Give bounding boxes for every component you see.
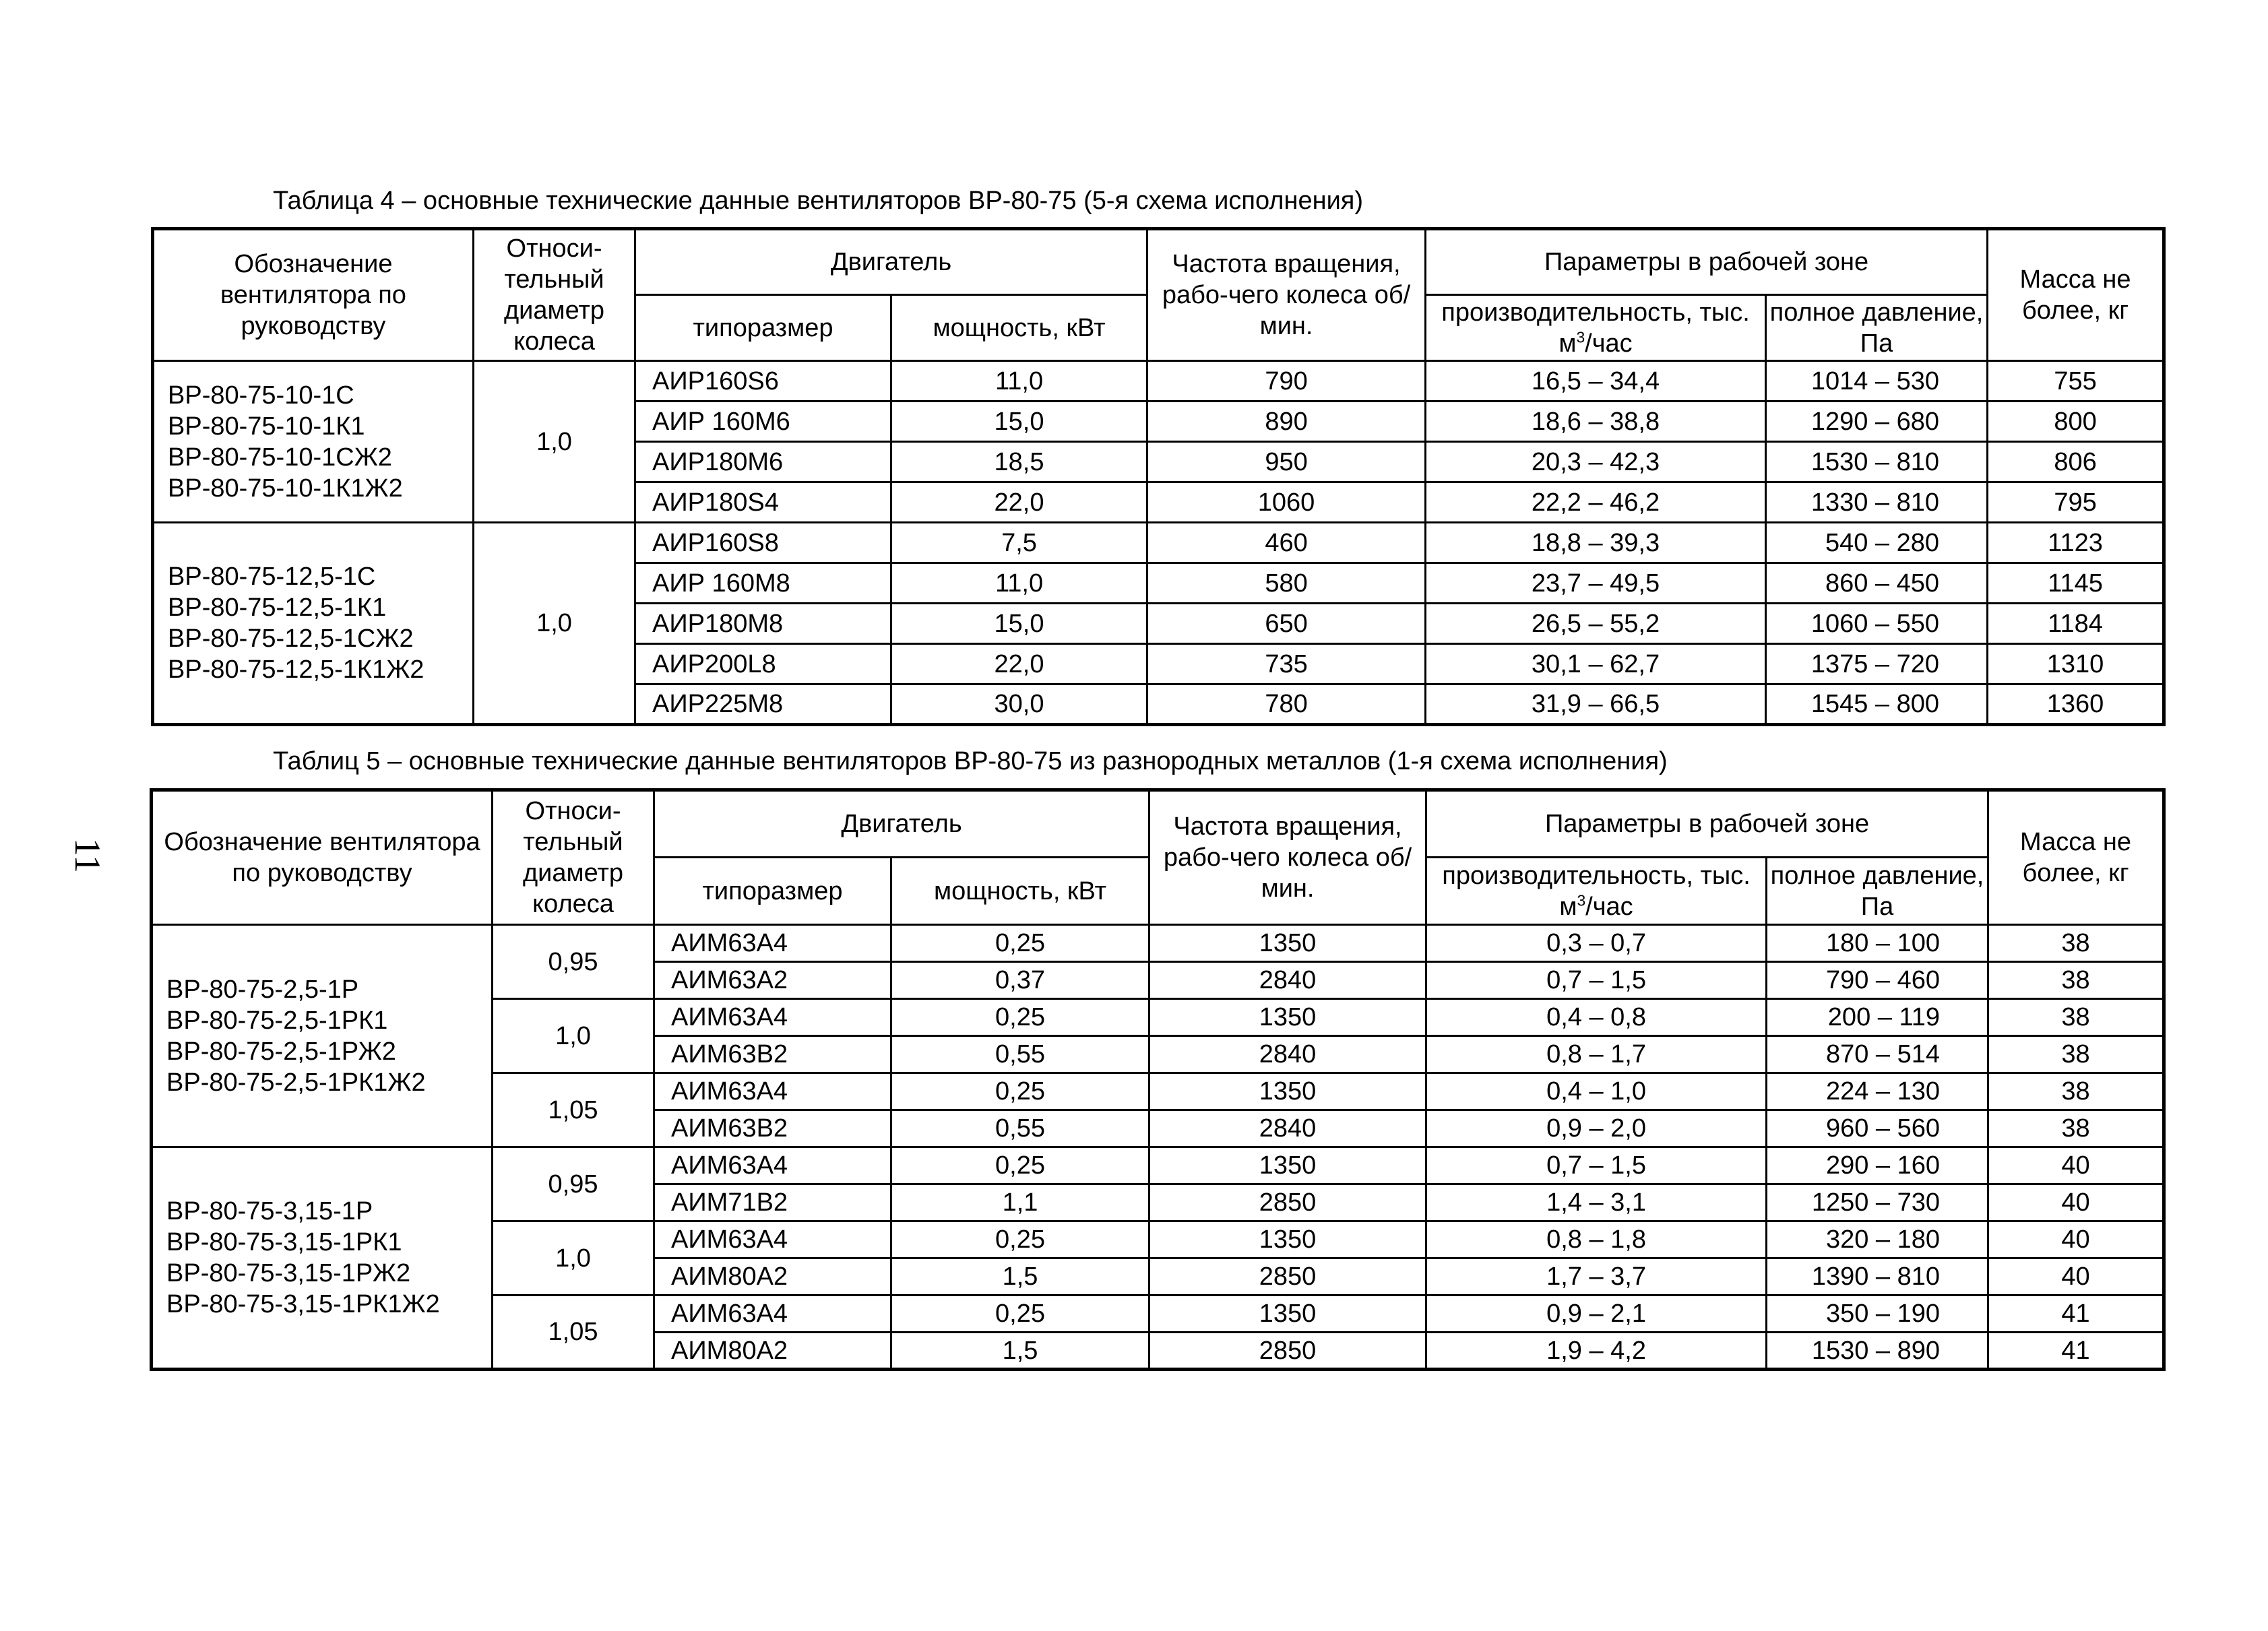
- table-row: [153, 361, 2164, 402]
- motor-type: АИР160S8: [635, 523, 891, 563]
- mass: 1310: [1988, 644, 2164, 684]
- rotation-speed: 650: [1147, 604, 1426, 644]
- motor-power: 18,5: [891, 442, 1147, 482]
- mass: 38: [1988, 962, 2164, 999]
- motor-power: 0,25: [891, 999, 1149, 1036]
- motor-power: 0,25: [891, 1147, 1149, 1184]
- motor-type: АИР180S4: [635, 482, 891, 523]
- relative-diameter: 0,95: [493, 925, 654, 999]
- capacity: 18,8 – 39,3: [1426, 523, 1766, 563]
- header-motor: Двигатель: [635, 229, 1147, 295]
- relative-diameter: 1,0: [474, 361, 635, 523]
- rotation-speed: 2850: [1149, 1184, 1426, 1221]
- pressure: 350 – 190: [1767, 1296, 1988, 1333]
- header-speed: Частота вращения, рабо-чего колеса об/мин.: [1147, 229, 1426, 361]
- rotation-speed: 790: [1147, 361, 1426, 402]
- rotation-speed: 735: [1147, 644, 1426, 684]
- fan-designation: ВР-80-75-2,5-1РК1Ж2: [166, 1068, 426, 1097]
- motor-type: АИР160S6: [635, 361, 891, 402]
- motor-type: АИР180М8: [635, 604, 891, 644]
- header-mass: Масса не более, кг: [1988, 790, 2164, 925]
- capacity: 30,1 – 62,7: [1426, 644, 1766, 684]
- capacity: 18,6 – 38,8: [1426, 402, 1766, 442]
- motor-power: 0,37: [891, 962, 1149, 999]
- page-number: 11: [67, 838, 108, 873]
- motor-power: 0,25: [891, 925, 1149, 962]
- pressure: 290 – 160: [1767, 1147, 1988, 1184]
- mass: 38: [1988, 999, 2164, 1036]
- rotation-speed: 460: [1147, 523, 1426, 563]
- capacity: 23,7 – 49,5: [1426, 563, 1766, 604]
- pressure: 870 – 514: [1767, 1036, 1988, 1073]
- rotation-speed: 1350: [1149, 1296, 1426, 1333]
- motor-type: АИМ63А4: [654, 1296, 891, 1333]
- header-work-zone: Параметры в рабочей зоне: [1426, 229, 1988, 295]
- motor-type: АИР200L8: [635, 644, 891, 684]
- header-motor-type: типоразмер: [654, 858, 891, 925]
- mass: 800: [1988, 402, 2164, 442]
- pressure: 1530 – 890: [1767, 1333, 1988, 1370]
- pressure: 1545 – 800: [1766, 684, 1988, 725]
- capacity: 1,7 – 3,7: [1426, 1258, 1767, 1296]
- fan-designation: ВР-80-75-10-1С: [168, 381, 354, 410]
- motor-power: 11,0: [891, 361, 1147, 402]
- header-capacity-sup: 3: [1577, 891, 1586, 909]
- rotation-speed: 1350: [1149, 1147, 1426, 1184]
- mass: 38: [1988, 1110, 2164, 1147]
- relative-diameter: 0,95: [493, 1147, 654, 1221]
- motor-type: АИМ63А4: [654, 999, 891, 1036]
- pressure: 1375 – 720: [1766, 644, 1988, 684]
- capacity: 0,8 – 1,8: [1426, 1221, 1767, 1258]
- rotation-speed: 1350: [1149, 1073, 1426, 1110]
- mass: 40: [1988, 1184, 2164, 1221]
- mass: 38: [1988, 925, 2164, 962]
- motor-power: 15,0: [891, 604, 1147, 644]
- motor-type: АИМ63А4: [654, 925, 891, 962]
- fan-designation: ВР-80-75-2,5-1РЖ2: [166, 1037, 396, 1066]
- fan-designation: ВР-80-75-2,5-1Р: [166, 975, 359, 1004]
- motor-power: 0,25: [891, 1073, 1149, 1110]
- rotation-speed: 2850: [1149, 1333, 1426, 1370]
- table-row: [152, 1147, 2164, 1184]
- mass: 755: [1988, 361, 2164, 402]
- pressure: 1290 – 680: [1766, 402, 1988, 442]
- motor-type: АИР180М6: [635, 442, 891, 482]
- motor-power: 1,5: [891, 1333, 1149, 1370]
- relative-diameter: 1,05: [493, 1073, 654, 1147]
- table-row: [152, 925, 2164, 962]
- pressure: 540 – 280: [1766, 523, 1988, 563]
- mass: 41: [1988, 1296, 2164, 1333]
- motor-type: АИМ80А2: [654, 1333, 891, 1370]
- table5-caption: Таблиц 5 – основные технические данные вентиляторов ВР-80-75 из разнородных металлов (1-я схема исполнения): [273, 747, 1668, 775]
- pressure: 1330 – 810: [1766, 482, 1988, 523]
- rotation-speed: 1350: [1149, 1221, 1426, 1258]
- pressure: 960 – 560: [1767, 1110, 1988, 1147]
- header-capacity-sup: 3: [1576, 327, 1585, 346]
- pressure: 1060 – 550: [1766, 604, 1988, 644]
- table5: [150, 788, 2166, 1371]
- capacity: 0,7 – 1,5: [1426, 962, 1767, 999]
- fan-designation: ВР-80-75-12,5-1К1: [168, 594, 387, 622]
- table-row: [153, 523, 2164, 563]
- header-capacity-unit: /час: [1585, 329, 1633, 358]
- capacity: 20,3 – 42,3: [1426, 442, 1766, 482]
- pressure: 1014 – 530: [1766, 361, 1988, 402]
- capacity: 0,4 – 1,0: [1426, 1073, 1767, 1110]
- capacity: 0,8 – 1,7: [1426, 1036, 1767, 1073]
- rotation-speed: 890: [1147, 402, 1426, 442]
- motor-power: 1,5: [891, 1258, 1149, 1296]
- capacity: 16,5 – 34,4: [1426, 361, 1766, 402]
- rotation-speed: 2840: [1149, 962, 1426, 999]
- rotation-speed: 2840: [1149, 1110, 1426, 1147]
- mass: 1184: [1988, 604, 2164, 644]
- motor-power: 0,25: [891, 1296, 1149, 1333]
- motor-power: 30,0: [891, 684, 1147, 725]
- mass: 1123: [1988, 523, 2164, 563]
- capacity: 26,5 – 55,2: [1426, 604, 1766, 644]
- mass: 1145: [1988, 563, 2164, 604]
- mass: 1360: [1988, 684, 2164, 725]
- motor-type: АИР 160М6: [635, 402, 891, 442]
- mass: 38: [1988, 1073, 2164, 1110]
- mass: 41: [1988, 1333, 2164, 1370]
- header-capacity: [1426, 858, 1767, 925]
- relative-diameter: 1,0: [493, 1221, 654, 1296]
- pressure: 224 – 130: [1767, 1073, 1988, 1110]
- header-pressure: полное давление, Па: [1767, 858, 1988, 925]
- pressure: 200 – 119: [1767, 999, 1988, 1036]
- table4-body: [153, 361, 2164, 725]
- motor-type: АИМ63А4: [654, 1073, 891, 1110]
- motor-type: АИМ80А2: [654, 1258, 891, 1296]
- header-capacity: [1426, 295, 1766, 361]
- rotation-speed: 580: [1147, 563, 1426, 604]
- rotation-speed: 2850: [1149, 1258, 1426, 1296]
- mass: 40: [1988, 1221, 2164, 1258]
- fan-designation: ВР-80-75-12,5-1С: [168, 563, 376, 591]
- relative-diameter: 1,05: [493, 1296, 654, 1370]
- capacity: 0,9 – 2,1: [1426, 1296, 1767, 1333]
- fan-designation: ВР-80-75-3,15-1Р: [166, 1197, 373, 1225]
- motor-power: 0,55: [891, 1110, 1149, 1147]
- capacity: 0,7 – 1,5: [1426, 1147, 1767, 1184]
- pressure: 790 – 460: [1767, 962, 1988, 999]
- capacity: 0,4 – 0,8: [1426, 999, 1767, 1036]
- pressure: 860 – 450: [1766, 563, 1988, 604]
- fan-designation: ВР-80-75-10-1К1Ж2: [168, 474, 403, 503]
- fan-designation: ВР-80-75-3,15-1РК1Ж2: [166, 1290, 440, 1318]
- pressure: 1250 – 730: [1767, 1184, 1988, 1221]
- table5-body: [152, 925, 2164, 1370]
- header-pressure: полное давление, Па: [1766, 295, 1988, 361]
- pressure: 180 – 100: [1767, 925, 1988, 962]
- header-designation: Обозначение вентилятора по руководству: [153, 229, 474, 361]
- header-capacity-unit: /час: [1585, 892, 1633, 921]
- header-motor-type: типоразмер: [635, 295, 891, 361]
- fan-designation: ВР-80-75-10-1СЖ2: [168, 443, 392, 472]
- motor-power: 0,55: [891, 1036, 1149, 1073]
- rotation-speed: 780: [1147, 684, 1426, 725]
- relative-diameter: 1,0: [474, 523, 635, 725]
- header-motor: Двигатель: [654, 790, 1149, 858]
- motor-power: 15,0: [891, 402, 1147, 442]
- motor-power: 22,0: [891, 644, 1147, 684]
- mass: 38: [1988, 1036, 2164, 1073]
- mass: 40: [1988, 1147, 2164, 1184]
- motor-power: 11,0: [891, 563, 1147, 604]
- mass: 806: [1988, 442, 2164, 482]
- capacity: 1,4 – 3,1: [1426, 1184, 1767, 1221]
- motor-type: АИМ63В2: [654, 1036, 891, 1073]
- motor-type: АИМ63А2: [654, 962, 891, 999]
- motor-type: АИМ71В2: [654, 1184, 891, 1221]
- capacity: 0,3 – 0,7: [1426, 925, 1767, 962]
- fan-designation: ВР-80-75-3,15-1РЖ2: [166, 1259, 411, 1287]
- pressure: 1390 – 810: [1767, 1258, 1988, 1296]
- pressure: 1530 – 810: [1766, 442, 1988, 482]
- fan-designation-cell: [153, 523, 474, 725]
- header-mass: Масса не более, кг: [1988, 229, 2164, 361]
- motor-power: 1,1: [891, 1184, 1149, 1221]
- fan-designation-cell: [153, 361, 474, 523]
- rotation-speed: 950: [1147, 442, 1426, 482]
- motor-power: 0,25: [891, 1221, 1149, 1258]
- header-relative-diameter: Относи-тельный диаметр колеса: [474, 229, 635, 361]
- rotation-speed: 1060: [1147, 482, 1426, 523]
- fan-designation: ВР-80-75-12,5-1К1Ж2: [168, 655, 424, 684]
- capacity: 31,9 – 66,5: [1426, 684, 1766, 725]
- motor-type: АИР 160М8: [635, 563, 891, 604]
- header-relative-diameter: Относи-тельный диаметр колеса: [493, 790, 654, 925]
- motor-type: АИМ63А4: [654, 1221, 891, 1258]
- motor-type: АИМ63А4: [654, 1147, 891, 1184]
- header-work-zone: Параметры в рабочей зоне: [1426, 790, 1988, 858]
- fan-designation: ВР-80-75-3,15-1РК1: [166, 1228, 402, 1256]
- header-speed: Частота вращения, рабо-чего колеса об/мин.: [1149, 790, 1426, 925]
- header-capacity-text: производительность, тыс. м: [1441, 298, 1750, 358]
- header-designation: Обозначение вентилятора по руководству: [152, 790, 493, 925]
- pressure: 320 – 180: [1767, 1221, 1988, 1258]
- fan-designation: ВР-80-75-10-1К1: [168, 412, 365, 441]
- motor-type: АИМ63В2: [654, 1110, 891, 1147]
- fan-designation: ВР-80-75-2,5-1РК1: [166, 1006, 388, 1035]
- capacity: 1,9 – 4,2: [1426, 1333, 1767, 1370]
- fan-designation: ВР-80-75-12,5-1СЖ2: [168, 625, 414, 653]
- rotation-speed: 2840: [1149, 1036, 1426, 1073]
- motor-type: АИР225М8: [635, 684, 891, 725]
- motor-power: 22,0: [891, 482, 1147, 523]
- mass: 40: [1988, 1258, 2164, 1296]
- rotation-speed: 1350: [1149, 925, 1426, 962]
- capacity: 22,2 – 46,2: [1426, 482, 1766, 523]
- rotation-speed: 1350: [1149, 999, 1426, 1036]
- header-motor-power: мощность, кВт: [891, 295, 1147, 361]
- motor-power: 7,5: [891, 523, 1147, 563]
- header-capacity-text: производительность, тыс. м: [1442, 861, 1751, 921]
- relative-diameter: 1,0: [493, 999, 654, 1073]
- capacity: 0,9 – 2,0: [1426, 1110, 1767, 1147]
- fan-designation-cell: [152, 1147, 493, 1370]
- table4-caption: Таблица 4 – основные технические данные вентиляторов ВР-80-75 (5-я схема исполнения): [273, 187, 1364, 215]
- header-motor-power: мощность, кВт: [891, 858, 1149, 925]
- fan-designation-cell: [152, 925, 493, 1147]
- table4: [151, 227, 2166, 726]
- mass: 795: [1988, 482, 2164, 523]
